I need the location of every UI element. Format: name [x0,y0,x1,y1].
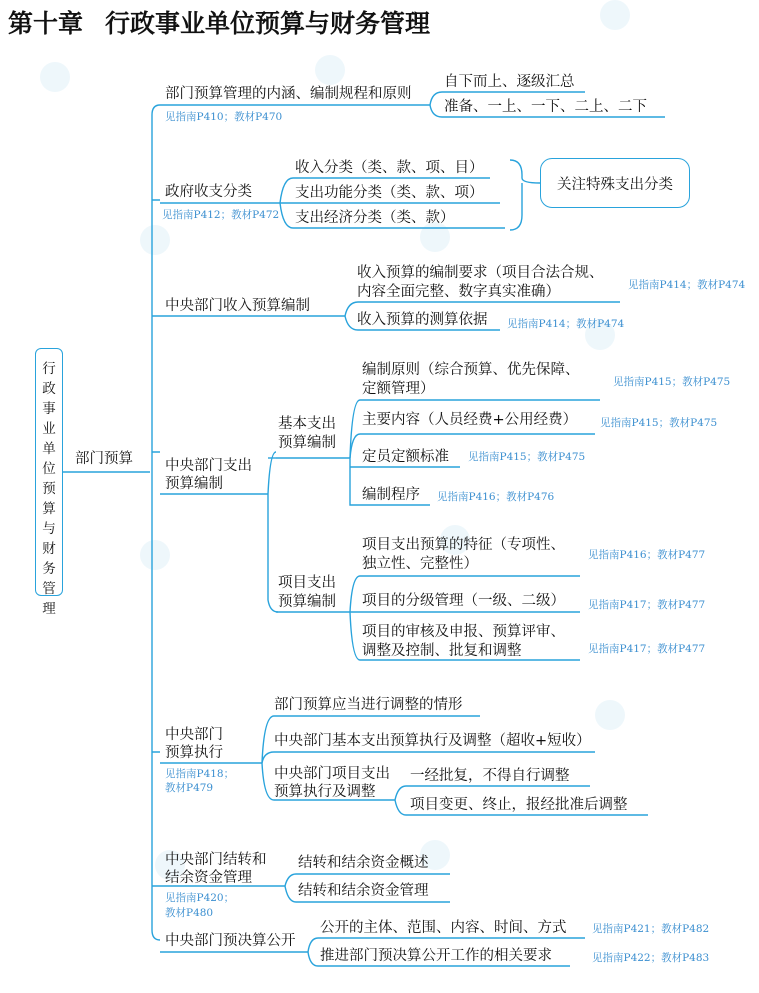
leaf-income-basis: 收入预算的测算依据 [357,312,488,328]
ref-project-review: 见指南P417；教材P477 [588,643,706,655]
ref-basic-principle: 见指南P415；教材P475 [613,376,731,388]
ref-budget-execution: 见指南P418； [165,768,235,780]
root-node [35,348,63,617]
leaf-econ-class: 支出经济分类（类、款） [295,210,455,226]
leaf-project-grading: 项目的分级管理（一级、二级） [362,593,565,609]
node-project-execution: 中央部门项目支出 [274,766,390,782]
leaf-disclosure-requirements: 推进部门预决算公开工作的相关要求 [320,948,552,964]
leaf-adjust-situations: 部门预算应当进行调整的情形 [274,697,463,713]
node-expenditure-budget: 中央部门支出 [165,458,252,474]
callout-text: 关注特殊支出分类 [557,176,673,193]
node-budget-connotation: 部门预算管理的内涵、编制规程和原则 [165,86,412,102]
ref-project-grading: 见指南P417；教材P477 [588,599,706,611]
ref-budget-execution-2: 教材P479 [165,782,214,794]
leaf-project-review-2: 调整及控制、批复和调整 [362,643,522,659]
ref-quota-standard: 见指南P415；教材P475 [468,451,586,463]
leaf-basic-content: 主要内容（人员经费+公用经费） [362,412,578,428]
leaf-income-requirements-2: 内容全面完整、数字真实准确） [357,284,560,300]
node-carryover-2: 结余资金管理 [165,870,252,886]
ref-carryover: 见指南P420； [165,892,235,904]
leaf-carryover-management: 结转和结余资金管理 [298,883,429,899]
leaf-quota-standard: 定员定额标准 [362,449,449,465]
leaf-project-review: 项目的审核及申报、预算评审、 [362,624,565,640]
leaf-procedure: 编制程序 [362,487,420,503]
ref-project-features: 见指南P416；教材P477 [588,549,706,561]
node-income-budget: 中央部门收入预算编制 [165,298,310,314]
callout-special-expenditure [540,158,690,208]
leaf-basic-execution: 中央部门基本支出预算执行及调整（超收+短收） [274,733,591,749]
leaf-basic-principle-2: 定额管理） [362,381,435,397]
leaf-project-features: 项目支出预算的特征（专项性、 [362,537,565,553]
node-basic-expenditure: 基本支出 [278,416,336,432]
ref-procedure: 见指南P416；教材P476 [437,491,555,503]
leaf-disclosure-subject: 公开的主体、范围、内容、时间、方式 [320,920,567,936]
ref-disclosure-subject: 见指南P421；教材P482 [592,923,710,935]
node-basic-expenditure-2: 预算编制 [278,435,336,451]
ref-income-requirements: 见指南P414；教材P474 [628,279,746,291]
leaf-change-approval: 项目变更、终止，报经批准后调整 [410,797,628,813]
leaf-income-class: 收入分类（类、款、项、目） [295,160,484,176]
node-project-expenditure: 项目支出 [278,575,336,591]
node-project-execution-2: 预算执行及调整 [274,784,376,800]
leaf-bottom-up: 自下而上、逐级汇总 [444,74,575,90]
leaf-income-requirements: 收入预算的编制要求（项目合法合规、 [357,265,604,281]
leaf-carryover-overview: 结转和结余资金概述 [298,855,429,871]
node-expenditure-budget-2: 预算编制 [165,476,223,492]
ref-carryover-2: 教材P480 [165,907,214,919]
main-node-label: 部门预算 [75,451,133,467]
node-budget-execution-2: 预算执行 [165,745,223,761]
ref-gov-classification: 见指南P412；教材P472 [162,209,280,221]
ref-disclosure-requirements: 见指南P422；教材P483 [592,952,710,964]
ref-basic-content: 见指南P415；教材P475 [600,417,718,429]
node-budget-execution: 中央部门 [165,727,223,743]
page-title [8,8,430,40]
root-label: 行政事业单位预算与财务管理 [42,361,56,617]
chapter-number: 第十章 [8,9,84,38]
ref-budget-connotation: 见指南P410；教材P470 [165,111,283,123]
node-gov-classification: 政府收支分类 [165,184,252,200]
chapter-title: 行政事业单位预算与财务管理 [105,9,431,38]
node-project-expenditure-2: 预算编制 [278,594,336,610]
ref-income-basis: 见指南P414；教材P474 [507,318,625,330]
leaf-two-up-two-down: 准备、一上、一下、二上、二下 [444,99,647,115]
node-disclosure: 中央部门预决算公开 [165,933,296,949]
leaf-no-self-adjust: 一经批复，不得自行调整 [410,768,570,784]
leaf-basic-principle: 编制原则（综合预算、优先保障、 [362,362,580,378]
leaf-func-class: 支出功能分类（类、款、项） [295,185,484,201]
leaf-project-features-2: 独立性、完整性） [362,556,478,572]
node-carryover: 中央部门结转和 [165,852,267,868]
